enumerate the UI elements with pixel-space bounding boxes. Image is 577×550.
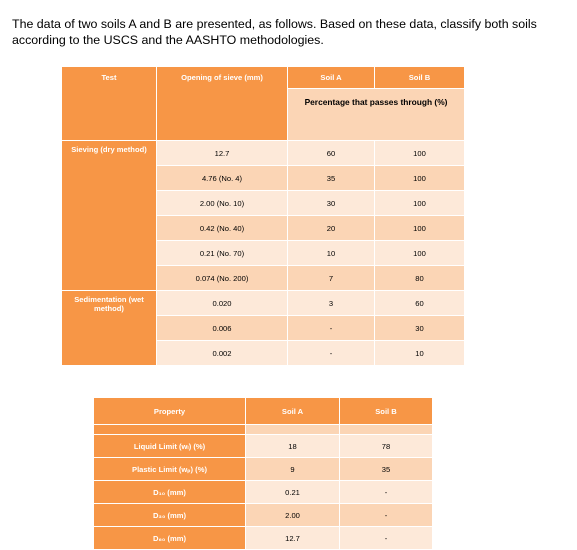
cell-soil-b: 100: [375, 216, 465, 241]
cell-sieve: 0.020: [157, 291, 288, 316]
cell-property: Liquid Limit (wₗ) (%): [94, 435, 246, 458]
cell-soil-b: 100: [375, 241, 465, 266]
cell-soil-a: 60: [288, 141, 375, 166]
spacer-cell: [246, 425, 340, 435]
cell-sieve: 0.002: [157, 341, 288, 366]
cell-sieve: 4.76 (No. 4): [157, 166, 288, 191]
header-soil-a: Soil A: [288, 67, 375, 89]
cell-soil-b: -: [340, 527, 433, 550]
header-soil-b: Soil B: [375, 67, 465, 89]
cell-property: D₁₀ (mm): [94, 481, 246, 504]
cell-sieve: 0.21 (No. 70): [157, 241, 288, 266]
cell-soil-a: 35: [288, 166, 375, 191]
cell-property: D₆₀ (mm): [94, 527, 246, 550]
group-sedimentation: Sedimentation (wet method): [62, 291, 157, 366]
cell-soil-b: 80: [375, 266, 465, 291]
cell-soil-b: 10: [375, 341, 465, 366]
cell-sieve: 2.00 (No. 10): [157, 191, 288, 216]
cell-soil-b: 100: [375, 191, 465, 216]
spacer-cell: [340, 425, 433, 435]
cell-soil-b: 78: [340, 435, 433, 458]
header-soil-b: Soil B: [340, 398, 433, 425]
header-test: Test: [62, 67, 157, 141]
cell-soil-b: 100: [375, 166, 465, 191]
cell-soil-b: 35: [340, 458, 433, 481]
cell-soil-b: 100: [375, 141, 465, 166]
cell-soil-b: -: [340, 481, 433, 504]
cell-sieve: 0.074 (No. 200): [157, 266, 288, 291]
header-property: Property: [94, 398, 246, 425]
group-sieving: Sieving (dry method): [62, 141, 157, 291]
cell-sieve: 12.7: [157, 141, 288, 166]
cell-soil-a: 18: [246, 435, 340, 458]
soil-properties-table: [93, 397, 433, 550]
cell-sieve: 0.42 (No. 40): [157, 216, 288, 241]
spacer-cell: [94, 425, 246, 435]
cell-soil-a: 2.00: [246, 504, 340, 527]
cell-soil-b: -: [340, 504, 433, 527]
cell-soil-a: 10: [288, 241, 375, 266]
cell-soil-a: 7: [288, 266, 375, 291]
cell-soil-a: 30: [288, 191, 375, 216]
sieve-analysis-table: [61, 66, 465, 366]
cell-soil-a: 9: [246, 458, 340, 481]
cell-sieve: 0.006: [157, 316, 288, 341]
header-soil-a: Soil A: [246, 398, 340, 425]
cell-property: D₃₀ (mm): [94, 504, 246, 527]
problem-statement: The data of two soils A and B are presented, as follows. Based on these data, classify both soils according to the USCS and the AASHTO methodologies.: [12, 17, 537, 48]
cell-soil-a: 0.21: [246, 481, 340, 504]
cell-soil-a: 12.7: [246, 527, 340, 550]
percentage-passes-label: Percentage that passes through (%): [304, 97, 448, 107]
cell-property: Plastic Limit (wₚ) (%): [94, 458, 246, 481]
cell-soil-a: 20: [288, 216, 375, 241]
header-sieve-opening: Opening of sieve (mm): [157, 67, 288, 141]
cell-soil-b: 30: [375, 316, 465, 341]
cell-soil-a: 3: [288, 291, 375, 316]
cell-soil-b: 60: [375, 291, 465, 316]
cell-soil-a: -: [288, 316, 375, 341]
cell-soil-a: -: [288, 341, 375, 366]
header-percentage-passes: [288, 89, 465, 141]
